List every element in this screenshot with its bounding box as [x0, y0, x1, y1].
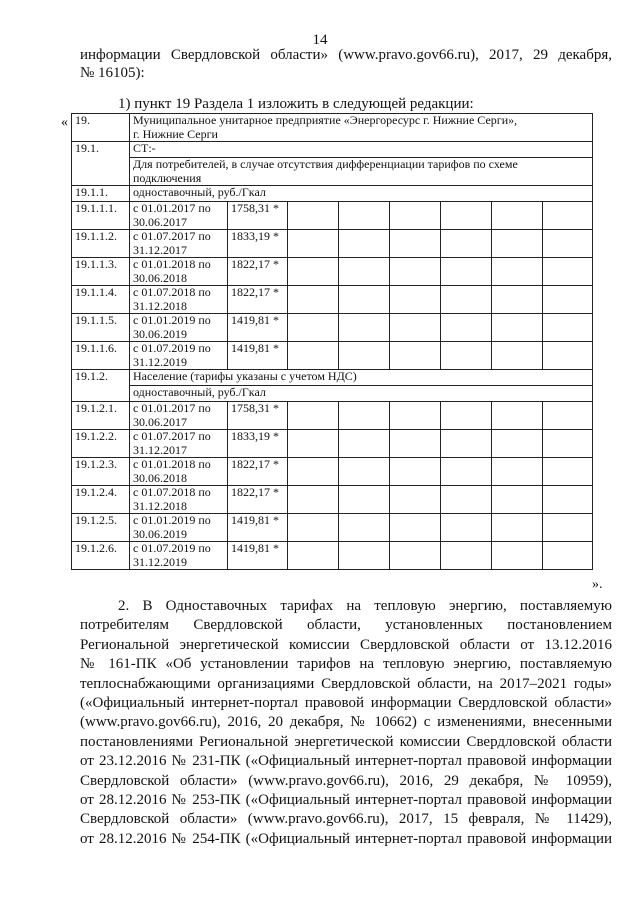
table-row	[72, 430, 593, 458]
empty-cell	[441, 542, 492, 570]
opening-quote: «	[61, 115, 68, 130]
paragraph-line: Региональной энергетической комиссии Свердловской области от 13.12.2016	[80, 636, 612, 653]
empty-cell	[288, 486, 339, 514]
organization-line: Муниципальное унитарное предприятие «Энергоресурс г. Нижние Серги»,	[133, 113, 518, 127]
empty-cell	[492, 314, 543, 342]
table-row	[72, 286, 593, 314]
paragraph-2	[80, 597, 612, 849]
period-cell	[130, 314, 228, 342]
period-line: 31.12.2017	[133, 242, 187, 257]
empty-cell	[390, 230, 441, 258]
empty-cell	[441, 286, 492, 314]
table-row	[72, 542, 593, 570]
tariff-value: 1822,17 *	[228, 258, 288, 286]
empty-cell	[288, 258, 339, 286]
empty-cell	[390, 258, 441, 286]
organization-line: г. Нижние Серги	[133, 126, 218, 141]
row-number: 19.1.1.1.	[72, 202, 130, 230]
period-cell	[130, 258, 228, 286]
empty-cell	[288, 202, 339, 230]
empty-cell	[339, 542, 390, 570]
table-row	[72, 342, 593, 370]
period-line: с 01.07.2019 по	[133, 541, 211, 555]
row-number: 19.1.2.3.	[72, 458, 130, 486]
period-line: 31.12.2017	[133, 442, 187, 457]
period-cell	[130, 514, 228, 542]
period-cell	[130, 542, 228, 570]
rate-type-cell: одноставочный, руб./Гкал	[130, 386, 593, 402]
page-number: 14	[312, 32, 328, 48]
period-line: 31.12.2018	[133, 498, 187, 513]
empty-cell	[390, 458, 441, 486]
row-number: 19.1.2.	[72, 370, 130, 402]
table-row	[72, 314, 593, 342]
period-cell	[130, 286, 228, 314]
empty-cell	[492, 514, 543, 542]
table-row	[72, 386, 593, 402]
paragraph-line: Свердловской области» (www.pravo.gov66.ru), 2017, 15 февраля, № 11429),	[80, 811, 612, 828]
empty-cell	[390, 202, 441, 230]
empty-cell	[441, 258, 492, 286]
empty-cell	[339, 458, 390, 486]
empty-cell	[543, 458, 593, 486]
intro-line: информации Свердловской области» (www.pravo.gov66.ru), 2017, 29 декабря,	[80, 47, 612, 63]
empty-cell	[390, 486, 441, 514]
empty-cell	[288, 458, 339, 486]
empty-cell	[492, 230, 543, 258]
empty-cell	[288, 286, 339, 314]
empty-cell	[492, 258, 543, 286]
empty-cell	[390, 542, 441, 570]
empty-cell	[441, 230, 492, 258]
empty-cell	[492, 342, 543, 370]
tariff-value: 1822,17 *	[228, 458, 288, 486]
empty-cell	[339, 342, 390, 370]
table-row	[72, 142, 593, 158]
empty-cell	[441, 430, 492, 458]
period-cell	[130, 202, 228, 230]
period-line: 30.06.2019	[133, 526, 187, 541]
period-line: 30.06.2018	[133, 270, 187, 285]
table-row	[72, 402, 593, 430]
empty-cell	[339, 486, 390, 514]
empty-cell	[543, 286, 593, 314]
empty-cell	[339, 514, 390, 542]
group2-rows	[72, 402, 593, 570]
row-number: 19.1.2.2.	[72, 430, 130, 458]
empty-cell	[441, 202, 492, 230]
period-line: с 01.07.2018 по	[133, 285, 211, 299]
empty-cell	[390, 430, 441, 458]
period-line: с 01.07.2017 по	[133, 429, 211, 443]
period-line: 30.06.2017	[133, 414, 187, 429]
empty-cell	[441, 486, 492, 514]
row-number: 19.1.1.5.	[72, 314, 130, 342]
empty-cell	[492, 402, 543, 430]
empty-cell	[390, 342, 441, 370]
empty-cell	[441, 402, 492, 430]
paragraph-line: 2. В Одноставочных тарифах на тепловую энергию, поставляемую	[118, 598, 612, 614]
empty-cell	[339, 430, 390, 458]
empty-cell	[492, 286, 543, 314]
period-line: с 01.07.2017 по	[133, 229, 211, 243]
tariff-value: 1419,81 *	[228, 542, 288, 570]
paragraph-line: потребителям Свердловской области, установленных постановлением	[80, 617, 612, 634]
table-row	[72, 230, 593, 258]
period-line: 31.12.2018	[133, 298, 187, 313]
period-cell	[130, 486, 228, 514]
empty-cell	[339, 202, 390, 230]
empty-cell	[288, 430, 339, 458]
intro-paragraph	[80, 47, 612, 82]
row-number: 19.1.1.6.	[72, 342, 130, 370]
table-row	[72, 514, 593, 542]
empty-cell	[543, 430, 593, 458]
item-heading: 1) пункт 19 Раздела 1 изложить в следующей редакции:	[118, 96, 474, 112]
tariff-value: 1419,81 *	[228, 314, 288, 342]
period-line: с 01.01.2018 по	[133, 257, 211, 271]
intro-line: № 16105):	[80, 64, 145, 81]
empty-cell	[288, 542, 339, 570]
empty-cell	[441, 514, 492, 542]
period-line: с 01.01.2017 по	[133, 401, 211, 415]
period-line: с 01.07.2019 по	[133, 341, 211, 355]
consumer-group-cell: Население (тарифы указаны с учетом НДС)	[130, 370, 593, 386]
tariff-value: 1833,19 *	[228, 230, 288, 258]
tariff-value: 1419,81 *	[228, 514, 288, 542]
row-number: 19.1.1.2.	[72, 230, 130, 258]
paragraph-line: от 23.12.2016 № 231-ПК («Официальный интернет-портал правовой информации	[80, 753, 612, 770]
empty-cell	[492, 202, 543, 230]
row-number: 19.1.2.6.	[72, 542, 130, 570]
paragraph-line: постановлениями Региональной энергетической комиссии Свердловской области	[80, 733, 612, 750]
table-row	[72, 458, 593, 486]
organization-cell	[130, 114, 593, 142]
group1-rows	[72, 202, 593, 370]
empty-cell	[543, 402, 593, 430]
consumer-group-line: Для потребителей, в случае отсутствия дифференциации тарифов по схеме	[133, 157, 518, 171]
empty-cell	[543, 202, 593, 230]
period-cell	[130, 230, 228, 258]
consumer-group-cell	[130, 158, 593, 186]
tariff-value: 1822,17 *	[228, 486, 288, 514]
paragraph-line: от 28.12.2016 № 253-ПК («Официальный интернет-портал правовой информации	[80, 791, 612, 808]
tariff-value: 1419,81 *	[228, 342, 288, 370]
period-line: с 01.01.2018 по	[133, 457, 211, 471]
row-number: 19.1.1.3.	[72, 258, 130, 286]
row-number: 19.1.	[72, 142, 130, 186]
table-row	[72, 370, 593, 386]
empty-cell	[339, 286, 390, 314]
period-line: с 01.01.2019 по	[133, 513, 211, 527]
empty-cell	[390, 286, 441, 314]
row-number: 19.1.2.1.	[72, 402, 130, 430]
consumer-group-line: подключения	[133, 170, 202, 185]
period-line: с 01.01.2017 по	[133, 201, 211, 215]
paragraph-line: от 28.12.2016 № 254-ПК («Официальный интернет-портал правовой информации	[80, 830, 612, 847]
empty-cell	[543, 314, 593, 342]
empty-cell	[339, 314, 390, 342]
empty-cell	[339, 230, 390, 258]
period-cell	[130, 458, 228, 486]
empty-cell	[390, 314, 441, 342]
row-number: 19.1.1.	[72, 186, 130, 202]
table-row	[72, 202, 593, 230]
tariff-value: 1822,17 *	[228, 286, 288, 314]
period-line: с 01.01.2019 по	[133, 313, 211, 327]
period-cell	[130, 342, 228, 370]
empty-cell	[288, 230, 339, 258]
empty-cell	[543, 486, 593, 514]
row-number: 19.1.1.4.	[72, 286, 130, 314]
empty-cell	[339, 258, 390, 286]
period-cell	[130, 430, 228, 458]
empty-cell	[492, 542, 543, 570]
period-line: 30.06.2018	[133, 470, 187, 485]
empty-cell	[288, 342, 339, 370]
empty-cell	[492, 458, 543, 486]
period-line: 31.12.2019	[133, 354, 187, 369]
table-row	[72, 114, 593, 142]
empty-cell	[288, 402, 339, 430]
paragraph-line: № 161-ПК «Об установлении тарифов на тепловую энергию, поставляемую	[80, 656, 612, 673]
period-cell	[130, 402, 228, 430]
table-row	[72, 486, 593, 514]
empty-cell	[339, 402, 390, 430]
empty-cell	[543, 514, 593, 542]
empty-cell	[441, 342, 492, 370]
tariff-value: 1758,31 *	[228, 402, 288, 430]
empty-cell	[441, 458, 492, 486]
empty-cell	[390, 402, 441, 430]
period-line: 30.06.2019	[133, 326, 187, 341]
table-row	[72, 158, 593, 186]
row-number: 19.1.2.5.	[72, 514, 130, 542]
paragraph-line: Свердловской области» (www.pravo.gov66.ru), 2016, 29 декабря, № 10959),	[80, 772, 612, 789]
empty-cell	[288, 314, 339, 342]
empty-cell	[543, 230, 593, 258]
empty-cell	[543, 258, 593, 286]
paragraph-line: (www.pravo.gov66.ru), 2016, 20 декабря, № 10662) с изменениями, внесенными	[80, 714, 612, 731]
period-line: 30.06.2017	[133, 214, 187, 229]
row-number: 19.	[72, 114, 130, 142]
period-line: 31.12.2019	[133, 554, 187, 569]
row-number: 19.1.2.4.	[72, 486, 130, 514]
tariff-value: 1833,19 *	[228, 430, 288, 458]
empty-cell	[492, 486, 543, 514]
tariff-table	[71, 113, 593, 570]
paragraph-line: («Официальный интернет-портал правовой информации Свердловской области»	[80, 694, 612, 711]
closing-quote: ».	[592, 577, 603, 592]
empty-cell	[543, 542, 593, 570]
rate-type-cell: одноставочный, руб./Гкал	[130, 186, 593, 202]
tariff-type-cell: СТ:-	[130, 142, 593, 158]
empty-cell	[441, 314, 492, 342]
tariff-value: 1758,31 *	[228, 202, 288, 230]
table-row	[72, 186, 593, 202]
empty-cell	[492, 430, 543, 458]
empty-cell	[390, 514, 441, 542]
empty-cell	[543, 342, 593, 370]
empty-cell	[288, 514, 339, 542]
period-line: с 01.07.2018 по	[133, 485, 211, 499]
paragraph-line: теплоснабжающими организациями Свердловской области, на 2017–2021 годы»	[80, 675, 612, 692]
table-row	[72, 258, 593, 286]
